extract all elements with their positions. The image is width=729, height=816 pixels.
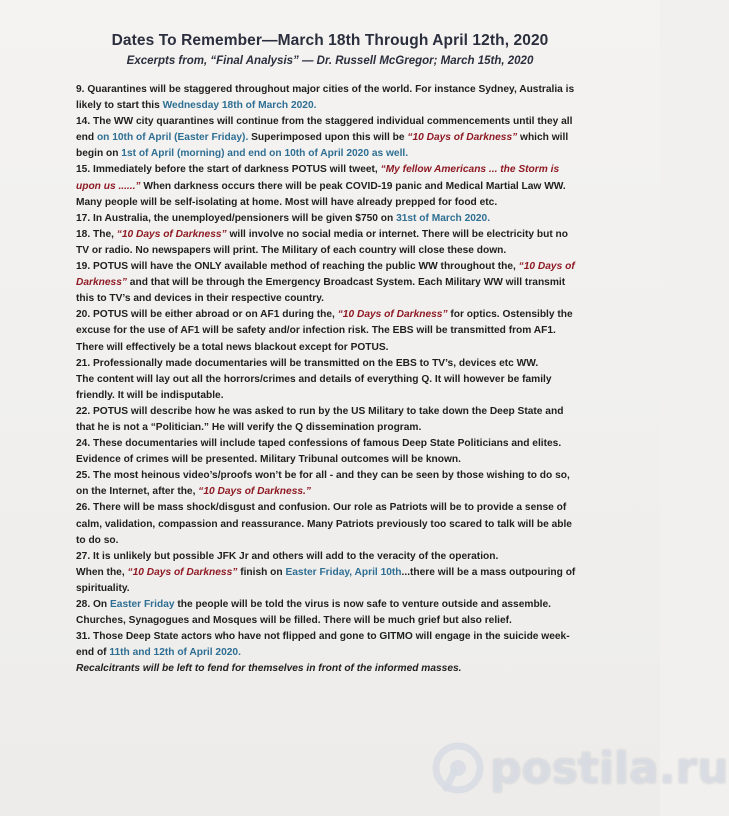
text-line — [76, 388, 636, 404]
text-segment: begin on — [76, 148, 122, 160]
text-line — [76, 195, 636, 211]
text-line — [76, 500, 636, 516]
text-segment: 17. In Australia, the unemployed/pensioners will be given $750 on — [76, 212, 397, 224]
text-segment: 21. Professionally made documentaries will be transmitted on the EBS to TV’s, devices etc WW. — [76, 357, 539, 369]
text-line — [76, 420, 636, 436]
text-segment: 31. Those Deep State actors who have not flipped and gone to GITMO will engage in the suicide week- — [76, 631, 570, 643]
text-segment: ...there will be a mass outpouring of — [401, 566, 576, 578]
text-segment: finish on — [237, 566, 286, 578]
text-line — [76, 356, 636, 372]
text-line — [76, 227, 636, 243]
quote-highlight: Darkness” — [76, 277, 127, 289]
text-segment: on the Internet, after the, — [76, 486, 199, 498]
quote-highlight: “10 Days of Darkness.” — [198, 486, 311, 498]
text-segment: excuse for the use of AF1 will be safety and/or infection risk. The EBS will be transmitted from AF1. — [76, 325, 556, 337]
text-line — [76, 581, 636, 597]
text-line — [76, 661, 636, 677]
text-line — [76, 517, 636, 533]
text-line — [76, 436, 636, 452]
date-highlight: on 10th of April (Easter Friday). — [96, 132, 249, 144]
date-highlight: 31st of March 2020. — [396, 212, 491, 224]
text-segment: likely to start this — [76, 100, 163, 112]
quote-highlight: “10 Days of Darkness” — [407, 132, 518, 144]
text-line — [76, 645, 636, 661]
quote-highlight: “10 Days of Darkness” — [116, 228, 227, 240]
text-segment: and that will be through the Emergency Broadcast System. Each Military WW will transmit — [126, 277, 566, 289]
text-line — [76, 565, 636, 581]
document-title: Dates To Remember—March 18th Through April 12th, 2020 — [111, 32, 549, 49]
text-segment: 24. These documentaries will include taped confessions of famous Deep State Politicians and elites. — [76, 438, 562, 450]
date-highlight: Wednesday 18th of March 2020. — [162, 100, 317, 112]
text-segment: spirituality. — [76, 582, 130, 594]
text-line — [76, 146, 636, 162]
text-line — [76, 82, 636, 98]
date-highlight: 11th and 12th of April 2020. — [109, 647, 241, 659]
text-line — [76, 629, 636, 645]
text-segment: 28. On — [76, 599, 110, 610]
text-segment: the people will be told the virus is now safe to venture outside and assemble. — [174, 599, 551, 610]
text-line — [76, 484, 636, 500]
text-segment: 18. The, — [76, 228, 117, 240]
watermark — [432, 738, 729, 798]
quote-highlight: “10 Days of Darkness” — [127, 566, 238, 578]
text-segment: 25. The most heinous video’s/proofs won’t be for all - and they can be seen by those wishing to do so, — [76, 470, 570, 482]
text-line — [76, 259, 636, 275]
date-highlight: Easter Friday, April 10th — [285, 566, 402, 578]
text-segment: end of — [76, 647, 110, 659]
text-line — [76, 291, 636, 307]
text-line — [76, 372, 636, 388]
text-segment: Evidence of crimes will be presented. Military Tribunal outcomes will be known. — [76, 454, 461, 466]
text-segment: calm, validation, compassion and reassurance. Many Patriots previously too scared to talk will be able — [76, 518, 572, 530]
text-line — [76, 597, 636, 613]
text-line — [76, 275, 636, 291]
text-segment: Recalcitrants will be left to fend for themselves in front of the informed masses. — [76, 663, 462, 675]
text-line — [76, 549, 636, 565]
text-line — [76, 98, 636, 114]
text-line — [76, 243, 636, 259]
text-segment: Superimposed upon this will be — [248, 132, 408, 144]
text-line — [76, 130, 636, 146]
text-line — [76, 307, 636, 323]
text-segment: 26. There will be mass shock/disgust and confusion. Our role as Patriots will be to provide a sense of — [76, 502, 567, 514]
text-line — [76, 340, 636, 356]
text-segment: 19. POTUS will have the ONLY available method of reaching the public WW throughout the, — [76, 261, 519, 273]
text-segment: will involve no social media or internet. There will be electricity but no — [226, 228, 568, 240]
text-line — [76, 162, 636, 178]
text-line — [76, 452, 636, 468]
text-segment: for optics. Ostensibly the — [447, 309, 573, 321]
text-segment: which will — [517, 132, 569, 144]
date-highlight: 1st of April (morning) and end on 10th of April 2020 as well. — [121, 148, 409, 160]
text-line — [76, 211, 636, 227]
text-line — [76, 179, 636, 195]
quote-highlight: “10 Days of — [518, 261, 575, 273]
text-segment: Churches, Synagogues and Mosques will be filled. There will be much grief but also relief. — [76, 615, 512, 627]
text-segment: 22. POTUS will describe how he was asked to run by the US Military to take down the Deep State and — [76, 405, 564, 417]
text-segment: The content will lay out all the horrors/crimes and details of everything Q. It will however be family — [76, 373, 552, 385]
document-subtitle: Excerpts from, “Final Analysis” — Dr. Russell McGregor; March 15th, 2020 — [126, 55, 534, 67]
text-segment: 15. Immediately before the start of darkness POTUS will tweet, — [76, 164, 381, 176]
text-line — [76, 404, 636, 420]
text-segment: When the, — [76, 566, 128, 578]
text-line — [76, 323, 636, 339]
text-segment: When darkness occurs there will be peak COVID-19 panic and Medical Martial Law WW. — [140, 180, 566, 192]
text-segment: that he is not a “Politician.” He will verify the Q dissemination program. — [76, 421, 422, 433]
text-segment: friendly. It will be indisputable. — [76, 389, 224, 401]
text-segment: this to TV’s and devices in their respective country. — [76, 293, 324, 305]
text-segment: 9. Quarantines will be staggered throughout major cities of the world. For instance Sydney, Australia is — [76, 84, 575, 95]
postila-logo-icon — [432, 742, 484, 794]
text-segment: 20. POTUS will be either abroad or on AF1 during the, — [76, 309, 338, 321]
text-segment: end — [76, 132, 97, 144]
text-line — [76, 613, 636, 629]
document-body — [76, 82, 636, 677]
quote-highlight: upon us ......” — [76, 180, 141, 192]
text-segment: There will effectively be a total news blackout except for POTUS. — [76, 341, 389, 353]
quote-highlight: “My fellow Americans ... the Storm is — [380, 164, 560, 176]
text-segment: 27. It is unlikely but possible JFK Jr and others will add to the veracity of the operation. — [76, 550, 499, 562]
text-line — [76, 114, 636, 130]
text-segment: to do so. — [76, 534, 119, 546]
date-highlight: Easter Friday — [109, 599, 175, 610]
text-segment: TV or radio. No newspapers will print. The Military of each country will close these down. — [76, 244, 507, 256]
text-line — [76, 533, 636, 549]
text-segment: 14. The WW city quarantines will continue from the staggered individual commencements until they all — [76, 116, 573, 128]
watermark-text: postila.ru — [490, 742, 729, 794]
quote-highlight: “10 Days of Darkness” — [337, 309, 448, 321]
text-segment: Many people will be self-isolating at home. Most will have already prepped for food etc. — [76, 196, 498, 208]
text-line — [76, 468, 636, 484]
